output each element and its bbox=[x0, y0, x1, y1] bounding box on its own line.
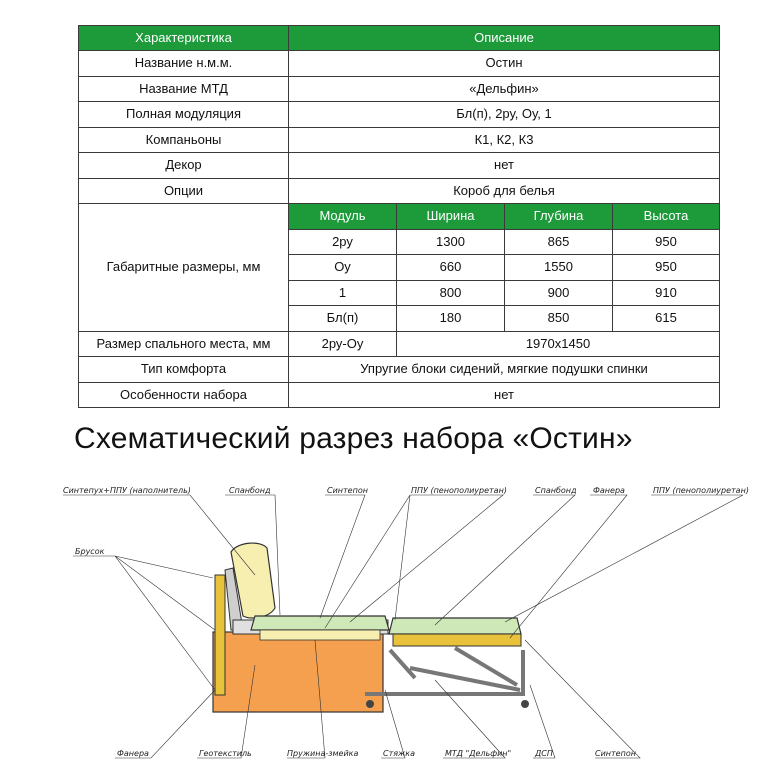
label-spandbond-2: Спанбонд bbox=[535, 486, 577, 495]
orange-box bbox=[213, 632, 383, 712]
spring-layer bbox=[260, 630, 380, 640]
label-mtd: МТД "Дельфин" bbox=[445, 749, 512, 758]
dim-col-depth: Глубина bbox=[505, 204, 613, 230]
sofa-body bbox=[213, 543, 389, 712]
label-pruzhina: Пружина-змейка bbox=[287, 749, 359, 758]
extension-cushion bbox=[389, 618, 521, 634]
leader-line bbox=[73, 556, 215, 690]
label-ppu-2: ППУ (пенополиуретан) bbox=[653, 486, 749, 495]
row-value: нет bbox=[289, 153, 720, 179]
table-row bbox=[79, 76, 720, 102]
label-geotekstil: Геотекстиль bbox=[199, 749, 252, 758]
row-value: Остин bbox=[289, 51, 720, 77]
dim-cell: 2ру bbox=[289, 229, 397, 255]
row-label: Полная модуляция bbox=[79, 102, 289, 128]
dim-cell: Оу bbox=[289, 255, 397, 281]
row-label: Опции bbox=[79, 178, 289, 204]
row-value: К1, К2, К3 bbox=[289, 127, 720, 153]
dimensions-label: Габаритные размеры, мм bbox=[79, 204, 289, 332]
dim-col-width: Ширина bbox=[397, 204, 505, 230]
label-sintepon-bottom: Синтепон bbox=[595, 749, 636, 758]
spec-table bbox=[78, 25, 720, 408]
row-label: Название МТД bbox=[79, 76, 289, 102]
label-ppu-1: ППУ (пенополиуретан) bbox=[411, 486, 507, 495]
mechanism-bar bbox=[390, 650, 415, 678]
row-value: Короб для белья bbox=[289, 178, 720, 204]
sofa-extension bbox=[389, 618, 521, 646]
dim-cell: 950 bbox=[613, 255, 720, 281]
sleeping-value: 1970х1450 bbox=[397, 331, 720, 357]
label-spandbond-1: Спанбонд bbox=[229, 486, 271, 495]
seat-cushion bbox=[251, 616, 389, 630]
section-title: Схематический разрез набора «Остин» bbox=[74, 422, 633, 455]
leader-line bbox=[381, 690, 405, 758]
wheel bbox=[521, 700, 529, 708]
table-row bbox=[79, 127, 720, 153]
leader-line bbox=[525, 640, 640, 758]
label-brusok: Брусок bbox=[75, 547, 105, 556]
wheel bbox=[366, 700, 374, 708]
leader-line bbox=[435, 495, 575, 625]
dim-cell: 1 bbox=[289, 280, 397, 306]
dim-cell: 865 bbox=[505, 229, 613, 255]
leader-line bbox=[63, 495, 255, 575]
table-header-row bbox=[79, 26, 720, 51]
sleeping-module: 2ру-Оу bbox=[289, 331, 397, 357]
leader-line bbox=[325, 495, 503, 628]
dim-cell: Бл(п) bbox=[289, 306, 397, 332]
dim-col-module: Модуль bbox=[289, 204, 397, 230]
row-value: Бл(п), 2ру, Оу, 1 bbox=[289, 102, 720, 128]
dim-cell: 900 bbox=[505, 280, 613, 306]
row-label: Декор bbox=[79, 153, 289, 179]
sleeping-label: Размер спального места, мм bbox=[79, 331, 289, 357]
row-value: «Дельфин» bbox=[289, 76, 720, 102]
comfort-label: Тип комфорта bbox=[79, 357, 289, 383]
dim-cell: 1300 bbox=[397, 229, 505, 255]
label-fanera-top: Фанера bbox=[593, 486, 625, 495]
features-value: нет bbox=[289, 382, 720, 408]
dim-cell: 1550 bbox=[505, 255, 613, 281]
leader-line bbox=[530, 685, 555, 758]
dim-cell: 615 bbox=[613, 306, 720, 332]
header-characteristic: Характеристика bbox=[79, 26, 289, 51]
features-label: Особенности набора bbox=[79, 382, 289, 408]
sleeping-row bbox=[79, 331, 720, 357]
dim-cell: 910 bbox=[613, 280, 720, 306]
label-sintepuh: Синтепух+ППУ (наполнитель) bbox=[63, 486, 191, 495]
leader-line bbox=[320, 495, 365, 618]
dim-cell: 180 bbox=[397, 306, 505, 332]
wheels bbox=[366, 700, 529, 708]
label-fanera-bottom: Фанера bbox=[117, 749, 149, 758]
dim-col-height: Высота bbox=[613, 204, 720, 230]
dim-cell: 800 bbox=[397, 280, 505, 306]
wood-side-panel bbox=[215, 575, 225, 695]
row-label: Компаньоны bbox=[79, 127, 289, 153]
leader-line bbox=[115, 690, 215, 758]
leader-line bbox=[505, 495, 743, 622]
sofa-cross-section-diagram bbox=[55, 480, 755, 775]
label-styazhka: Стяжка bbox=[383, 749, 415, 758]
mtd-mechanism bbox=[365, 648, 525, 694]
features-row bbox=[79, 382, 720, 408]
dim-cell: 850 bbox=[505, 306, 613, 332]
extension-plywood bbox=[393, 634, 521, 646]
header-description: Описание bbox=[289, 26, 720, 51]
dimensions-header-row bbox=[79, 204, 720, 230]
label-sintepon-top: Синтепон bbox=[327, 486, 368, 495]
leader-line bbox=[435, 680, 505, 758]
table-row bbox=[79, 51, 720, 77]
dim-cell: 950 bbox=[613, 229, 720, 255]
row-label: Название н.м.м. bbox=[79, 51, 289, 77]
comfort-row bbox=[79, 357, 720, 383]
table-row bbox=[79, 153, 720, 179]
dim-cell: 660 bbox=[397, 255, 505, 281]
comfort-value: Упругие блоки сидений, мягкие подушки спинки bbox=[289, 357, 720, 383]
label-dsp: ДСП bbox=[535, 749, 553, 758]
table-row bbox=[79, 178, 720, 204]
table-row bbox=[79, 102, 720, 128]
